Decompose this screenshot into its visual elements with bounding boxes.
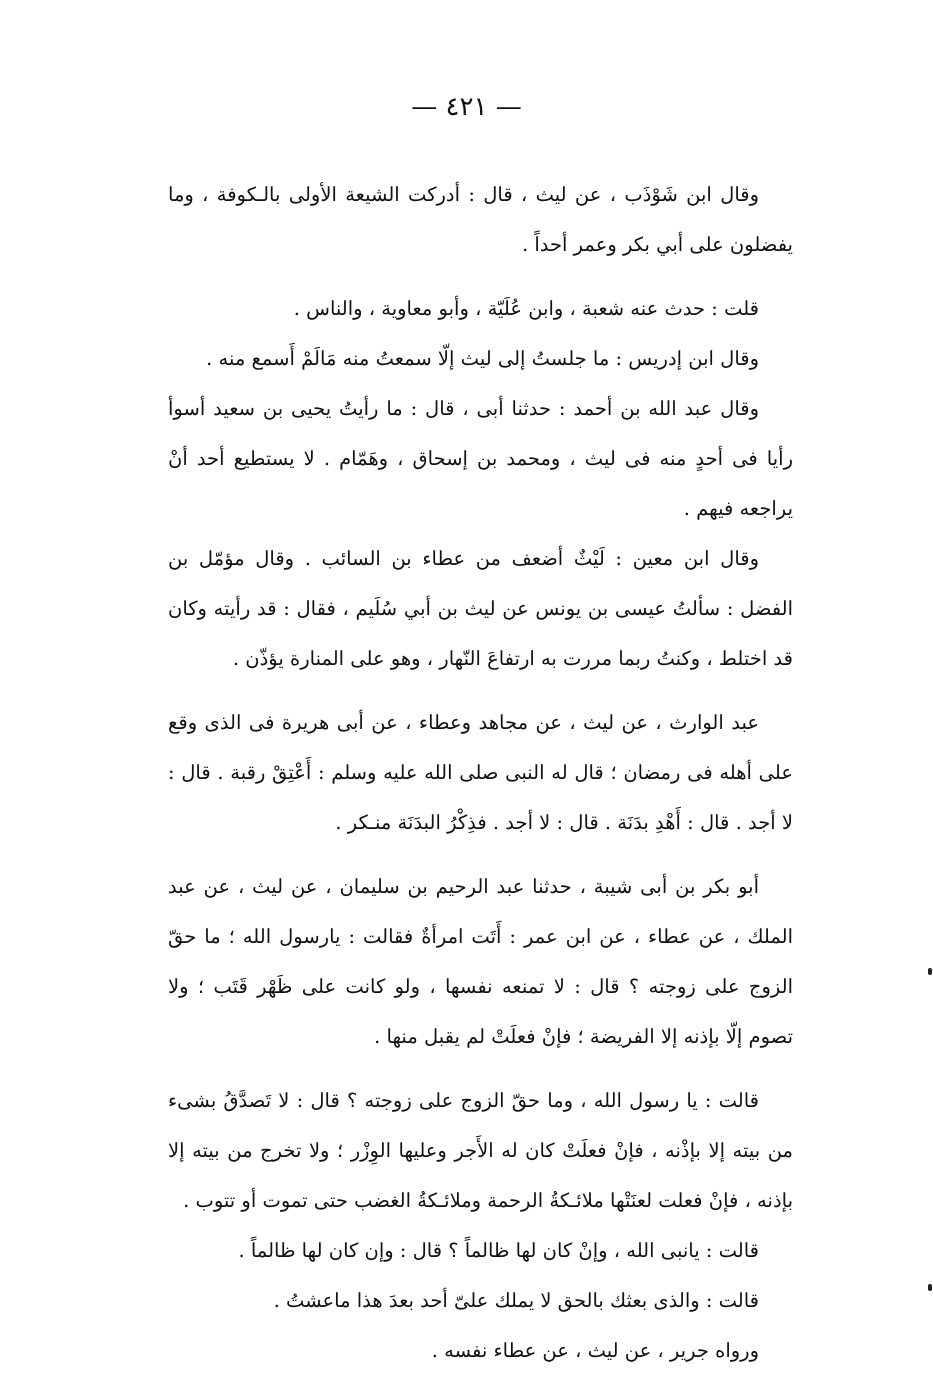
paragraph-8: قالت : يا رسول الله ، وما حقّ الزوج على زوجته ؟ قال : لا تَصدَّقُ بشىء من بيته إلا بإذْنه ، فإنْ فعلَتْ كان له الأَجر وعليها الوِزْر ؛ ولا تخرج من بيته إلا بإذنه ، فإنْ فعلت لعنَتْها ملائـكةُ الرحمة وملائـكةُ الغضب حتى تموت أو تتوب . bbox=[168, 1089, 793, 1212]
paragraph-4: وقال عبد الله بن أحمد : حدثنا أبى ، قال : ما رأيتُ يحيى بن سعيد أسوأ رأيا فى أحدٍ منه فى ليث ، ومحمد بن إسحاق ، وهَمّام . لا يستطيع أحد أنْ يراجعه فيهم . bbox=[168, 397, 793, 520]
paragraph-1: وقال ابن شَوْذَب ، عن ليث ، قال : أدركت الشيعة الأولى بالـكوفة ، وما يفضلون على أبي بكر وعمر أحداً . bbox=[168, 183, 793, 256]
paragraph-10: قالت : والذى بعثك بالحق لا يملك علىّ أحد بعدَ هذا ماعشتُ . bbox=[273, 1289, 759, 1312]
page-number: — ٤٢١ — bbox=[411, 92, 522, 122]
paragraph-7: أبو بكر بن أبى شيبة ، حدثنا عبد الرحيم بن سليمان ، عن ليث ، عن عبد الملك ، عن عطاء ، عن ابن عمر : أَتَت امرأةٌ فقالت : يارسول الله ؛ ما حقّ الزوج على زوجته ؟ قال : لا تمنعه نفسها ، ولو كانت على ظَهْر قَتَب ؛ ولا تصوم إلّا بإذنه إلا الفريضة ؛ فإنْ فعلَتْ لم يقبل منها . bbox=[168, 875, 793, 1048]
paragraph-5: وقال ابن معين : لَيْثٌ أضعف من عطاء بن السائب . وقال مؤمّل بن الفضل : سألتُ عيسى بن يونس عن ليث بن أبي سُلَيم ، فقال : قد رأيته وكان قد اختلط ، وكنتُ ربما مررت به ارتفاعَ النّهار ، وهو على المنارة يؤذّن . bbox=[168, 547, 793, 670]
scan-speck-mark bbox=[928, 1284, 932, 1291]
paragraph-11: ورواه جرير ، عن ليث ، عن عطاء نفسه . bbox=[431, 1339, 759, 1362]
scan-speck-mark bbox=[928, 968, 932, 975]
paragraph-9: قالت : يانبى الله ، وإنْ كان لها ظالماً ؟ قال : وإن كان لها ظالماً . bbox=[238, 1239, 759, 1262]
paragraph-3: وقال ابن إدريس : ما جلستُ إلى ليث إلّا سمعتُ منه مَالَمْ أَسمع منه . bbox=[206, 347, 759, 370]
page-body-text bbox=[168, 170, 793, 1376]
paragraph-6: عبد الوارث ، عن ليث ، عن مجاهد وعطاء ، عن أبى هريرة فى الذى وقع على أهله فى رمضان ؛ قال له النبى صلى الله عليه وسلم : أَعْتِقْ رقبة . قال : لا أجد . قال : أَهْدِ بدَنَة . قال : لا أجد . فذِكْرُ البدَنَة منـكر . bbox=[168, 711, 793, 834]
paragraph-2: قلت : حدث عنه شعبة ، وابن عُلَيّة ، وأبو معاوية ، والناس . bbox=[293, 297, 759, 320]
